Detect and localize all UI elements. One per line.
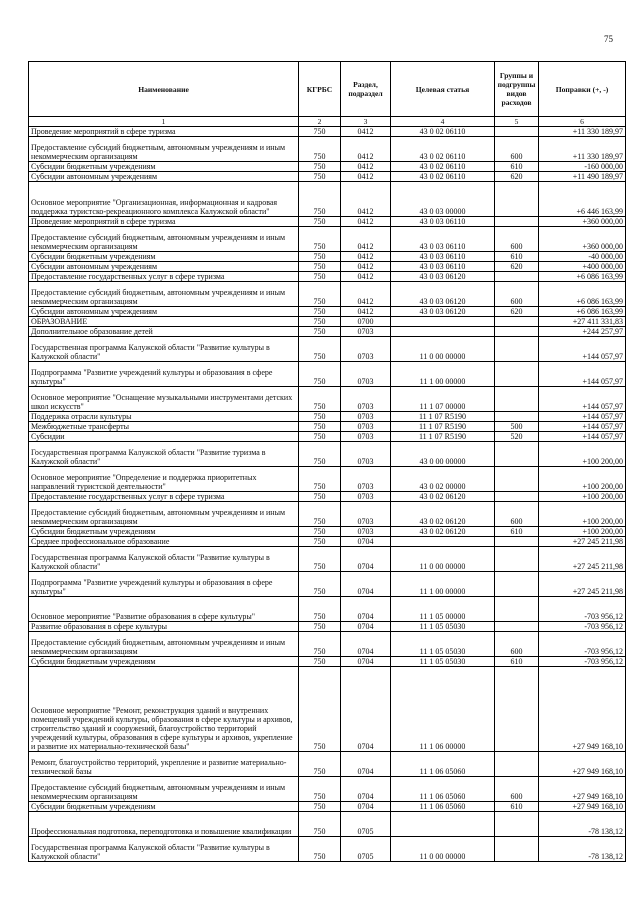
header-target: Целевая статья [391, 62, 495, 117]
row-name: Предоставление государственных услуг в сфере туризма [29, 272, 299, 282]
row-target: 11 1 00 00000 [391, 362, 495, 387]
row-kgrbs: 750 [299, 572, 341, 597]
table-row [29, 252, 626, 262]
row-name: Основное мероприятие "Определение и поддержка приоритетных направлений туристской деятельности" [29, 467, 299, 492]
row-target: 11 1 05 05030 [391, 632, 495, 657]
row-amount: +144 057,97 [539, 422, 626, 432]
row-group [495, 127, 539, 137]
row-kgrbs: 750 [299, 492, 341, 502]
table-row [29, 572, 626, 597]
row-group: 600 [495, 632, 539, 657]
row-group: 600 [495, 502, 539, 527]
row-section: 0703 [341, 527, 391, 537]
table-row [29, 597, 626, 622]
row-target: 43 0 02 00000 [391, 467, 495, 492]
table-row [29, 657, 626, 667]
row-amount: +144 057,97 [539, 362, 626, 387]
row-group [495, 572, 539, 597]
row-group [495, 492, 539, 502]
row-name: Субсидии бюджетным учреждениям [29, 802, 299, 812]
row-name: Предоставление субсидий бюджетным, автономным учреждениям и иным некоммерческим организациям [29, 227, 299, 252]
row-kgrbs: 750 [299, 597, 341, 622]
row-group: 610 [495, 657, 539, 667]
row-section: 0412 [341, 172, 391, 182]
row-group: 610 [495, 802, 539, 812]
table-row [29, 632, 626, 657]
row-amount: -703 956,12 [539, 597, 626, 622]
row-name: Субсидии автономным учреждениям [29, 307, 299, 317]
row-amount: -40 000,00 [539, 252, 626, 262]
table-row [29, 467, 626, 492]
row-target: 11 0 00 00000 [391, 837, 495, 862]
column-number-row [29, 117, 626, 127]
row-section: 0704 [341, 802, 391, 812]
table-row [29, 307, 626, 317]
row-target: 11 1 05 05030 [391, 657, 495, 667]
row-amount: +360 000,00 [539, 227, 626, 252]
row-target: 43 0 00 00000 [391, 442, 495, 467]
row-name: Субсидии автономным учреждениям [29, 172, 299, 182]
row-group: 600 [495, 227, 539, 252]
row-kgrbs: 750 [299, 272, 341, 282]
row-kgrbs: 750 [299, 227, 341, 252]
row-kgrbs: 750 [299, 327, 341, 337]
row-kgrbs: 750 [299, 812, 341, 837]
row-target: 11 1 06 00000 [391, 667, 495, 752]
table-row [29, 537, 626, 547]
row-amount: +6 446 163,99 [539, 182, 626, 217]
row-name: Субсидии бюджетным учреждениям [29, 252, 299, 262]
row-target: 43 0 03 06120 [391, 272, 495, 282]
table-row [29, 777, 626, 802]
row-kgrbs: 750 [299, 802, 341, 812]
row-kgrbs: 750 [299, 182, 341, 217]
col-number: 1 [29, 117, 299, 127]
row-target: 43 0 03 06110 [391, 227, 495, 252]
row-amount: +100 200,00 [539, 527, 626, 537]
table-row [29, 182, 626, 217]
row-name: Предоставление государственных услуг в сфере туризма [29, 492, 299, 502]
table-row [29, 137, 626, 162]
row-target [391, 317, 495, 327]
row-name: Дополнительное образование детей [29, 327, 299, 337]
header-amendments: Поправки (+, -) [539, 62, 626, 117]
row-amount: +144 057,97 [539, 337, 626, 362]
row-name: Основное мероприятие "Организационная, информационная и кадровая поддержка туристско-рекреационного комплекса Калужской области" [29, 182, 299, 217]
col-number: 2 [299, 117, 341, 127]
row-target: 11 1 07 R5190 [391, 412, 495, 422]
row-group [495, 667, 539, 752]
row-amount: +144 057,97 [539, 387, 626, 412]
row-section: 0412 [341, 227, 391, 252]
row-section: 0704 [341, 777, 391, 802]
row-group [495, 272, 539, 282]
row-section: 0703 [341, 467, 391, 492]
row-name: Государственная программа Калужской области "Развитие культуры в Калужской области" [29, 547, 299, 572]
row-name: Предоставление субсидий бюджетным, автономным учреждениям и иным некоммерческим организациям [29, 137, 299, 162]
row-amount: +27 949 168,10 [539, 802, 626, 812]
row-kgrbs: 750 [299, 317, 341, 327]
row-section: 0412 [341, 272, 391, 282]
row-section: 0703 [341, 337, 391, 362]
row-target: 43 0 03 00000 [391, 182, 495, 217]
row-kgrbs: 750 [299, 162, 341, 172]
table-row [29, 837, 626, 862]
page-number: 75 [604, 34, 613, 44]
row-target: 43 0 03 06120 [391, 307, 495, 317]
row-section: 0705 [341, 837, 391, 862]
row-kgrbs: 750 [299, 217, 341, 227]
row-kgrbs: 750 [299, 467, 341, 492]
table-row [29, 272, 626, 282]
row-group [495, 467, 539, 492]
table-row [29, 422, 626, 432]
budget-table [28, 61, 626, 862]
row-amount: +100 200,00 [539, 502, 626, 527]
row-amount: +11 330 189,97 [539, 127, 626, 137]
row-section: 0703 [341, 412, 391, 422]
row-kgrbs: 750 [299, 537, 341, 547]
table-row [29, 127, 626, 137]
row-target: 11 1 07 R5190 [391, 422, 495, 432]
table-row [29, 802, 626, 812]
row-kgrbs: 750 [299, 527, 341, 537]
row-target: 43 0 03 06110 [391, 217, 495, 227]
row-kgrbs: 750 [299, 442, 341, 467]
row-target [391, 537, 495, 547]
row-kgrbs: 750 [299, 262, 341, 272]
row-name: Проведение мероприятий в сфере туризма [29, 127, 299, 137]
row-kgrbs: 750 [299, 502, 341, 527]
row-amount: +400 000,00 [539, 262, 626, 272]
header-row [29, 62, 626, 117]
table-row [29, 282, 626, 307]
col-number: 5 [495, 117, 539, 127]
row-target: 43 0 03 06110 [391, 262, 495, 272]
row-target: 43 0 02 06120 [391, 502, 495, 527]
row-group [495, 752, 539, 777]
row-group [495, 537, 539, 547]
table-row [29, 362, 626, 387]
row-group [495, 622, 539, 632]
table-row [29, 412, 626, 422]
header-name: Наименование [29, 62, 299, 117]
row-name: Профессиональная подготовка, переподготовка и повышение квалификации [29, 812, 299, 837]
table-row [29, 622, 626, 632]
row-section: 0703 [341, 387, 391, 412]
row-target: 11 0 00 00000 [391, 547, 495, 572]
row-target: 43 0 02 06120 [391, 492, 495, 502]
row-amount: +11 330 189,97 [539, 137, 626, 162]
row-group: 610 [495, 527, 539, 537]
row-group: 610 [495, 162, 539, 172]
table-row [29, 547, 626, 572]
row-kgrbs: 750 [299, 752, 341, 777]
table-row [29, 527, 626, 537]
row-section: 0700 [341, 317, 391, 327]
row-section: 0412 [341, 307, 391, 317]
table-row [29, 327, 626, 337]
table-row [29, 667, 626, 752]
row-amount: +27 245 211,98 [539, 537, 626, 547]
row-target: 11 1 00 00000 [391, 572, 495, 597]
row-group [495, 412, 539, 422]
table-row [29, 337, 626, 362]
row-kgrbs: 750 [299, 837, 341, 862]
row-name: Предоставление субсидий бюджетным, автономным учреждениям и иным некоммерческим организациям [29, 502, 299, 527]
row-amount: -703 956,12 [539, 657, 626, 667]
row-section: 0704 [341, 547, 391, 572]
row-amount: +27 949 168,10 [539, 752, 626, 777]
row-amount: +144 057,97 [539, 432, 626, 442]
row-kgrbs: 750 [299, 632, 341, 657]
row-group [495, 597, 539, 622]
row-amount: -78 138,12 [539, 837, 626, 862]
table-row [29, 442, 626, 467]
row-kgrbs: 750 [299, 307, 341, 317]
row-target: 43 0 02 06110 [391, 162, 495, 172]
row-name: Основное мероприятие "Оснащение музыкальными инструментами детских школ искусств" [29, 387, 299, 412]
row-section: 0412 [341, 217, 391, 227]
row-section: 0412 [341, 282, 391, 307]
row-section: 0704 [341, 657, 391, 667]
col-number: 4 [391, 117, 495, 127]
row-target: 43 0 02 06110 [391, 172, 495, 182]
row-group [495, 837, 539, 862]
table-row [29, 317, 626, 327]
row-kgrbs: 750 [299, 172, 341, 182]
row-group [495, 362, 539, 387]
row-section: 0704 [341, 667, 391, 752]
row-target: 11 1 07 R5190 [391, 432, 495, 442]
row-kgrbs: 750 [299, 622, 341, 632]
row-section: 0703 [341, 442, 391, 467]
row-kgrbs: 750 [299, 362, 341, 387]
row-group [495, 812, 539, 837]
row-target: 11 1 05 00000 [391, 597, 495, 622]
row-name: Предоставление субсидий бюджетным, автономным учреждениям и иным некоммерческим организациям [29, 777, 299, 802]
row-amount: +27 949 168,10 [539, 667, 626, 752]
row-amount: +6 086 163,99 [539, 272, 626, 282]
row-kgrbs: 750 [299, 657, 341, 667]
row-name: Поддержка отрасли культуры [29, 412, 299, 422]
row-group: 610 [495, 252, 539, 262]
row-section: 0705 [341, 812, 391, 837]
row-kgrbs: 750 [299, 422, 341, 432]
row-amount: +27 411 331,83 [539, 317, 626, 327]
row-name: Предоставление субсидий бюджетным, автономным учреждениям и иным некоммерческим организациям [29, 632, 299, 657]
table-row [29, 387, 626, 412]
row-group: 520 [495, 432, 539, 442]
row-group [495, 337, 539, 362]
row-amount: +6 086 163,99 [539, 307, 626, 317]
row-name: Ремонт, благоустройство территорий, укрепление и развитие материально-технической базы [29, 752, 299, 777]
row-section: 0704 [341, 537, 391, 547]
row-name: Межбюджетные трансферты [29, 422, 299, 432]
row-group: 600 [495, 137, 539, 162]
table-row [29, 502, 626, 527]
row-group [495, 182, 539, 217]
row-section: 0704 [341, 752, 391, 777]
row-kgrbs: 750 [299, 252, 341, 262]
table-row [29, 227, 626, 252]
col-number: 3 [341, 117, 391, 127]
row-kgrbs: 750 [299, 127, 341, 137]
row-amount: +244 257,97 [539, 327, 626, 337]
row-name: Проведение мероприятий в сфере туризма [29, 217, 299, 227]
row-kgrbs: 750 [299, 777, 341, 802]
row-name: Государственная программа Калужской области "Развитие культуры в Калужской области" [29, 837, 299, 862]
table-row [29, 217, 626, 227]
row-group [495, 327, 539, 337]
row-target [391, 812, 495, 837]
row-group: 620 [495, 262, 539, 272]
row-group: 600 [495, 777, 539, 802]
row-name: Развитие образования в сфере культуры [29, 622, 299, 632]
row-amount: +144 057,97 [539, 412, 626, 422]
row-target: 43 0 03 06120 [391, 282, 495, 307]
row-target [391, 327, 495, 337]
row-name: Среднее профессиональное образование [29, 537, 299, 547]
row-amount: +27 949 168,10 [539, 777, 626, 802]
row-name: Субсидии бюджетным учреждениям [29, 657, 299, 667]
row-name: Предоставление субсидий бюджетным, автономным учреждениям и иным некоммерческим организациям [29, 282, 299, 307]
row-amount: -703 956,12 [539, 622, 626, 632]
row-target: 43 0 02 06110 [391, 127, 495, 137]
row-name: ОБРАЗОВАНИЕ [29, 317, 299, 327]
row-target: 11 1 05 05030 [391, 622, 495, 632]
row-section: 0703 [341, 422, 391, 432]
row-section: 0704 [341, 622, 391, 632]
row-target: 11 1 06 05060 [391, 802, 495, 812]
row-name: Субсидии бюджетным учреждениям [29, 527, 299, 537]
row-name: Подпрограмма "Развитие учреждений культуры и образования в сфере культуры" [29, 362, 299, 387]
row-kgrbs: 750 [299, 412, 341, 422]
row-target: 43 0 02 06120 [391, 527, 495, 537]
row-amount: +6 086 163,99 [539, 282, 626, 307]
row-name: Государственная программа Калужской области "Развитие туризма в Калужской области" [29, 442, 299, 467]
row-kgrbs: 750 [299, 137, 341, 162]
table-row [29, 752, 626, 777]
table-row [29, 262, 626, 272]
row-section: 0704 [341, 632, 391, 657]
row-section: 0703 [341, 362, 391, 387]
table-row [29, 162, 626, 172]
row-target: 11 0 00 00000 [391, 337, 495, 362]
row-amount: +27 245 211,98 [539, 572, 626, 597]
row-group [495, 387, 539, 412]
row-name: Основное мероприятие "Ремонт, реконструкция зданий и внутренних помещений учреждений культуры, образования в сфере культуры и архивов, строительство зданий и сооружений, благоустройство территорий учреждений культуры, образования в сфере культуры и архивов, укрепление и развитие их материально-технической базы" [29, 667, 299, 752]
row-group [495, 217, 539, 227]
row-section: 0703 [341, 327, 391, 337]
row-section: 0412 [341, 252, 391, 262]
row-group: 500 [495, 422, 539, 432]
header-groups: Группы и подгруппы видов расходов [495, 62, 539, 117]
row-amount: +100 200,00 [539, 442, 626, 467]
row-kgrbs: 750 [299, 337, 341, 362]
row-target: 11 1 06 05060 [391, 777, 495, 802]
row-name: Субсидии [29, 432, 299, 442]
row-kgrbs: 750 [299, 432, 341, 442]
row-group [495, 547, 539, 572]
header-kgrbs: КГРБС [299, 62, 341, 117]
row-kgrbs: 750 [299, 667, 341, 752]
row-section: 0704 [341, 572, 391, 597]
row-target: 11 1 06 05060 [391, 752, 495, 777]
row-section: 0412 [341, 127, 391, 137]
row-name: Государственная программа Калужской области "Развитие культуры в Калужской области" [29, 337, 299, 362]
row-group [495, 442, 539, 467]
row-group [495, 317, 539, 327]
row-name: Субсидии бюджетным учреждениям [29, 162, 299, 172]
row-kgrbs: 750 [299, 387, 341, 412]
table-row [29, 432, 626, 442]
row-target: 43 0 02 06110 [391, 137, 495, 162]
row-amount: +11 490 189,97 [539, 172, 626, 182]
row-name: Подпрограмма "Развитие учреждений культуры и образования в сфере культуры" [29, 572, 299, 597]
row-amount: -78 138,12 [539, 812, 626, 837]
row-section: 0703 [341, 502, 391, 527]
row-amount: +100 200,00 [539, 467, 626, 492]
row-target: 11 1 07 00000 [391, 387, 495, 412]
table-row [29, 492, 626, 502]
header-section: Раздел, подраздел [341, 62, 391, 117]
row-amount: -160 000,00 [539, 162, 626, 172]
row-amount: -703 956,12 [539, 632, 626, 657]
row-name: Субсидии автономным учреждениям [29, 262, 299, 272]
row-name: Основное мероприятие "Развитие образования в сфере культуры" [29, 597, 299, 622]
table-row [29, 172, 626, 182]
row-target: 43 0 03 06110 [391, 252, 495, 262]
row-section: 0703 [341, 432, 391, 442]
row-amount: +27 245 211,98 [539, 547, 626, 572]
row-amount: +360 000,00 [539, 217, 626, 227]
row-section: 0703 [341, 492, 391, 502]
col-number: 6 [539, 117, 626, 127]
row-section: 0412 [341, 182, 391, 217]
row-kgrbs: 750 [299, 282, 341, 307]
row-group: 620 [495, 172, 539, 182]
row-section: 0412 [341, 137, 391, 162]
row-section: 0704 [341, 597, 391, 622]
table-row [29, 812, 626, 837]
row-group: 620 [495, 307, 539, 317]
row-section: 0412 [341, 262, 391, 272]
row-kgrbs: 750 [299, 547, 341, 572]
row-section: 0412 [341, 162, 391, 172]
row-group: 600 [495, 282, 539, 307]
row-amount: +100 200,00 [539, 492, 626, 502]
